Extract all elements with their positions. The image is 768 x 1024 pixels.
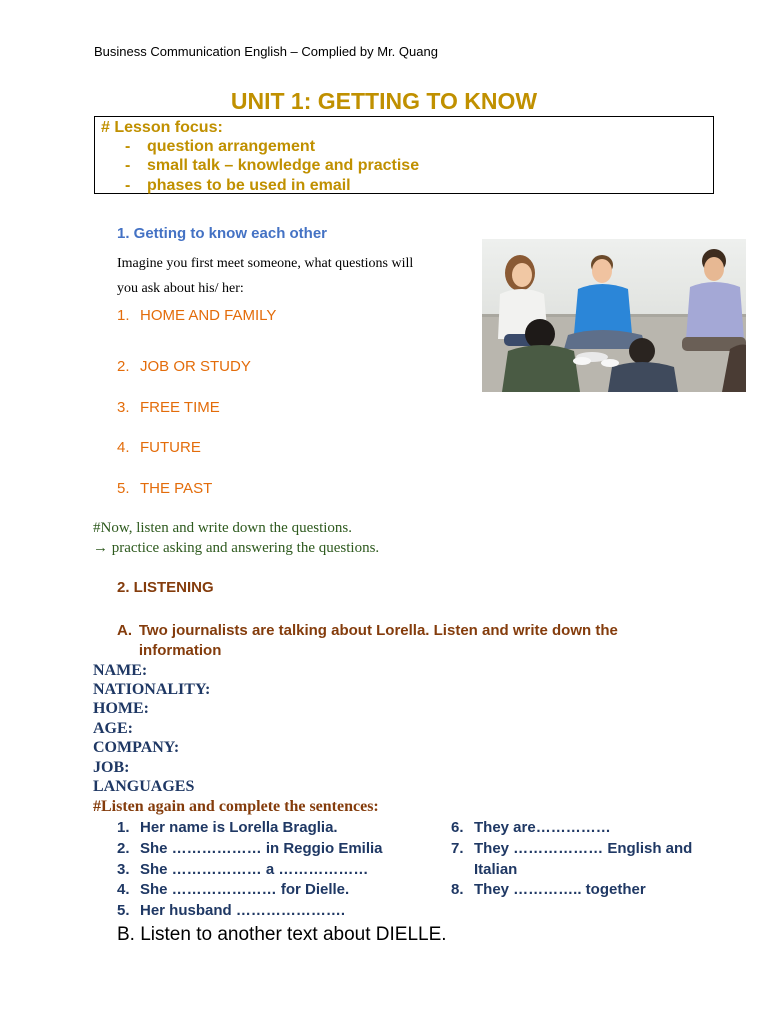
topic-item: 2. JOB OR STUDY [117,358,251,375]
section2-heading: 2. LISTENING [117,579,214,596]
document-header: Business Communication English – Complied by Mr. Quang [94,44,438,59]
practice-instruction: → practice asking and answering the questions. [93,540,380,556]
info-field-languages: LANGUAGES [93,778,195,795]
unit-title: UNIT 1: GETTING TO KNOW [230,88,538,114]
info-field-job: JOB: [93,759,130,776]
sentence-item: 3. She ……………… a ……………… [117,861,369,878]
topic-item: 5. THE PAST [117,480,213,497]
lesson-focus-title: # Lesson focus: [101,119,223,136]
section1-intro-line1: Imagine you first meet someone, what questions will [117,256,414,271]
sentence-item: 7. They ……………… English and [451,840,693,857]
sentence-item: 1. Her name is Lorella Braglia. [117,819,338,836]
listening-part-b: B. Listen to another text about DIELLE. [117,924,447,945]
sentence-item: 8. They ………….. together [451,881,646,898]
sentence-item: Italian [474,861,518,878]
listening-part-a-text: Two journalists are talking about Lorella. Listen and write down the information [138,622,618,659]
group-photo-image [482,239,746,392]
topic-item: 4. FUTURE [117,439,201,456]
info-field-age: AGE: [93,720,133,737]
info-field-company: COMPANY: [93,739,180,756]
info-field-name: NAME: [93,662,148,679]
listen-instruction: #Now, listen and write down the questions. [93,520,352,536]
lesson-focus-item: - question arrangement [125,138,316,155]
info-field-nationality: NATIONALITY: [93,681,211,698]
listen-again-instruction: #Listen again and complete the sentences: [93,798,379,815]
topic-item: 3. FREE TIME [117,399,220,416]
topic-item: 1. HOME AND FAMILY [117,307,277,324]
lesson-focus-item: - small talk – knowledge and practise [125,157,420,174]
sentence-item: 6. They are…………… [451,819,611,836]
lesson-focus-item: - phases to be used in email [125,177,351,194]
sentence-item: 2. She ……………… in Reggio Emilia [117,840,383,857]
lesson-focus-box [94,116,714,194]
info-field-home: HOME: [93,700,149,717]
sentence-item: 4. She ………………… for Dielle. [117,881,350,898]
section1-heading: 1. Getting to know each other [117,225,328,242]
sentence-item: 5. Her husband …………………. [117,902,346,919]
listening-part-a: A. Two journalists are talking about Lorella. Listen and write down the information [117,621,677,661]
section1-intro-line2: you ask about his/ her: [117,281,244,296]
